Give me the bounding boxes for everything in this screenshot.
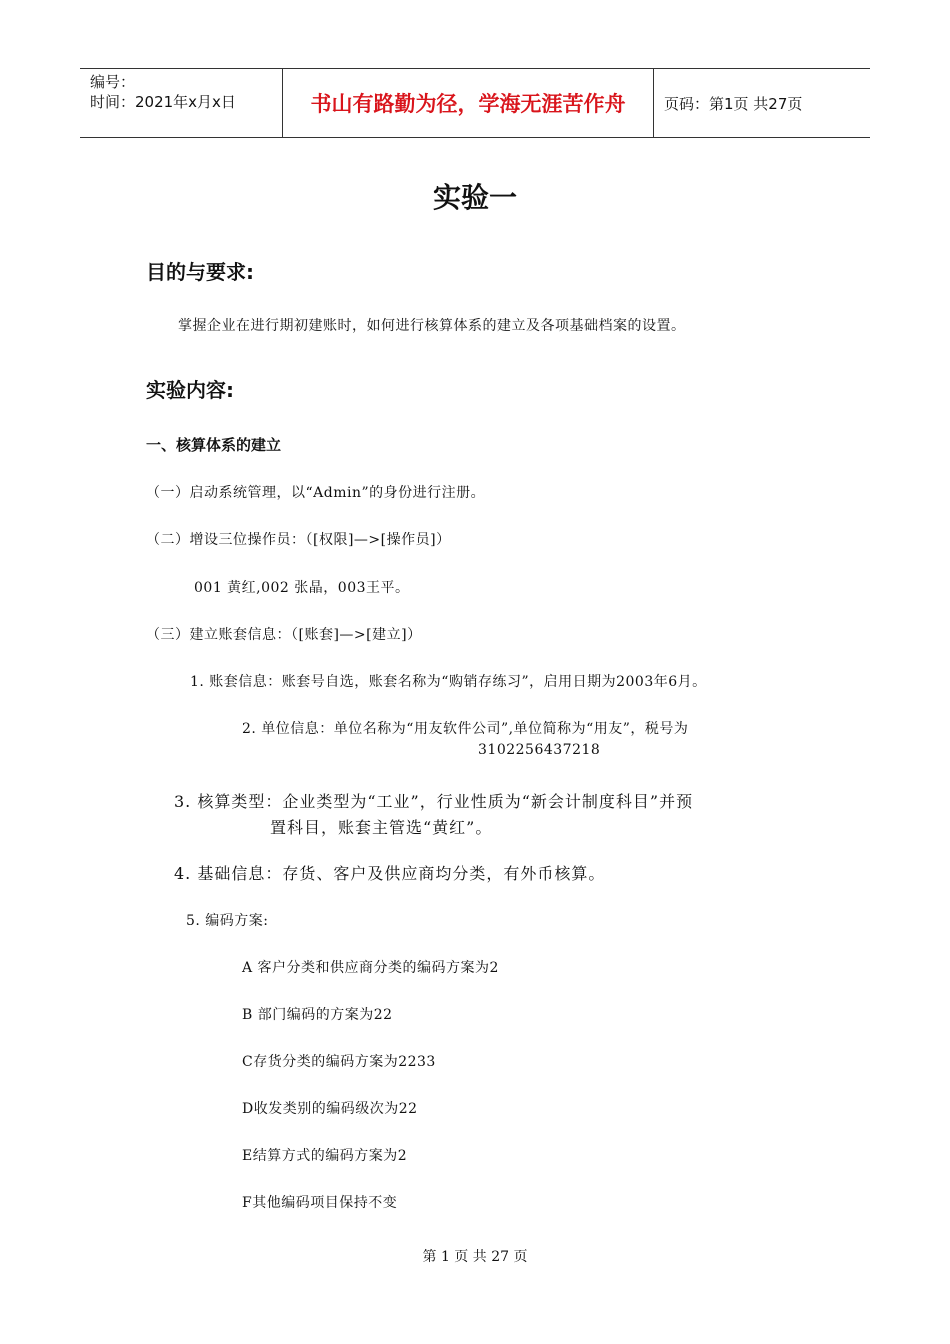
header-page-info: 页码：第1页 共27页 [664, 94, 803, 113]
sub-item-3-line-1: 3. 核算类型：企业类型为“工业”，行业性质为“新会计制度科目”并预 [174, 792, 694, 811]
page-footer: 第 1 页 共 27 页 [422, 1249, 528, 1265]
page-header [80, 68, 870, 138]
item-2: （二）增设三位操作员：（[权限]—>[操作员]） [146, 532, 451, 548]
header-time: 时间：2021年x月x日 [90, 93, 236, 111]
sub-item-2-line-1: 2. 单位信息：单位名称为“用友软件公司”,单位简称为“用友”，税号为 [242, 721, 689, 737]
sub-item-4: 4. 基础信息：存货、客户及供应商均分类，有外币核算。 [174, 864, 606, 883]
purpose-text: 掌握企业在进行期初建账时，如何进行核算体系的建立及各项基础档案的设置。 [178, 318, 686, 334]
code-item-c: C存货分类的编码方案为2233 [242, 1054, 436, 1070]
header-motto: 书山有路勤为径，学海无涯苦作舟 [282, 69, 654, 137]
item-1: （一）启动系统管理，以“Admin”的身份进行注册。 [146, 485, 486, 501]
code-item-b: B 部门编码的方案为22 [242, 1007, 393, 1023]
sub-item-3-line-2: 置科目，账套主管选“黄红”。 [270, 818, 493, 837]
code-item-e: E结算方式的编码方案为2 [242, 1148, 408, 1164]
document-title: 实验一 [432, 181, 517, 214]
section-1-heading: 一、核算体系的建立 [146, 436, 282, 454]
code-item-f: F其他编码项目保持不变 [242, 1195, 398, 1211]
sub-item-5: 5. 编码方案: [186, 913, 269, 929]
content-heading: 实验内容: [146, 378, 234, 402]
code-item-d: D收发类别的编码级次为22 [242, 1101, 418, 1117]
header-meta [80, 69, 282, 137]
sub-item-1: 1. 账套信息：账套号自选，账套名称为“购销存练习”，启用日期为2003年6月。 [190, 674, 707, 690]
code-item-a: A 客户分类和供应商分类的编码方案为2 [242, 960, 499, 976]
sub-item-2-line-2: 3102256437218 [478, 742, 601, 758]
header-number: 编号： [90, 73, 136, 91]
purpose-heading: 目的与要求: [146, 260, 254, 284]
item-3: （三）建立账套信息：（[账套]—>[建立]） [146, 627, 422, 643]
operators-list: 001 黄红,002 张晶，003王平。 [194, 580, 410, 596]
